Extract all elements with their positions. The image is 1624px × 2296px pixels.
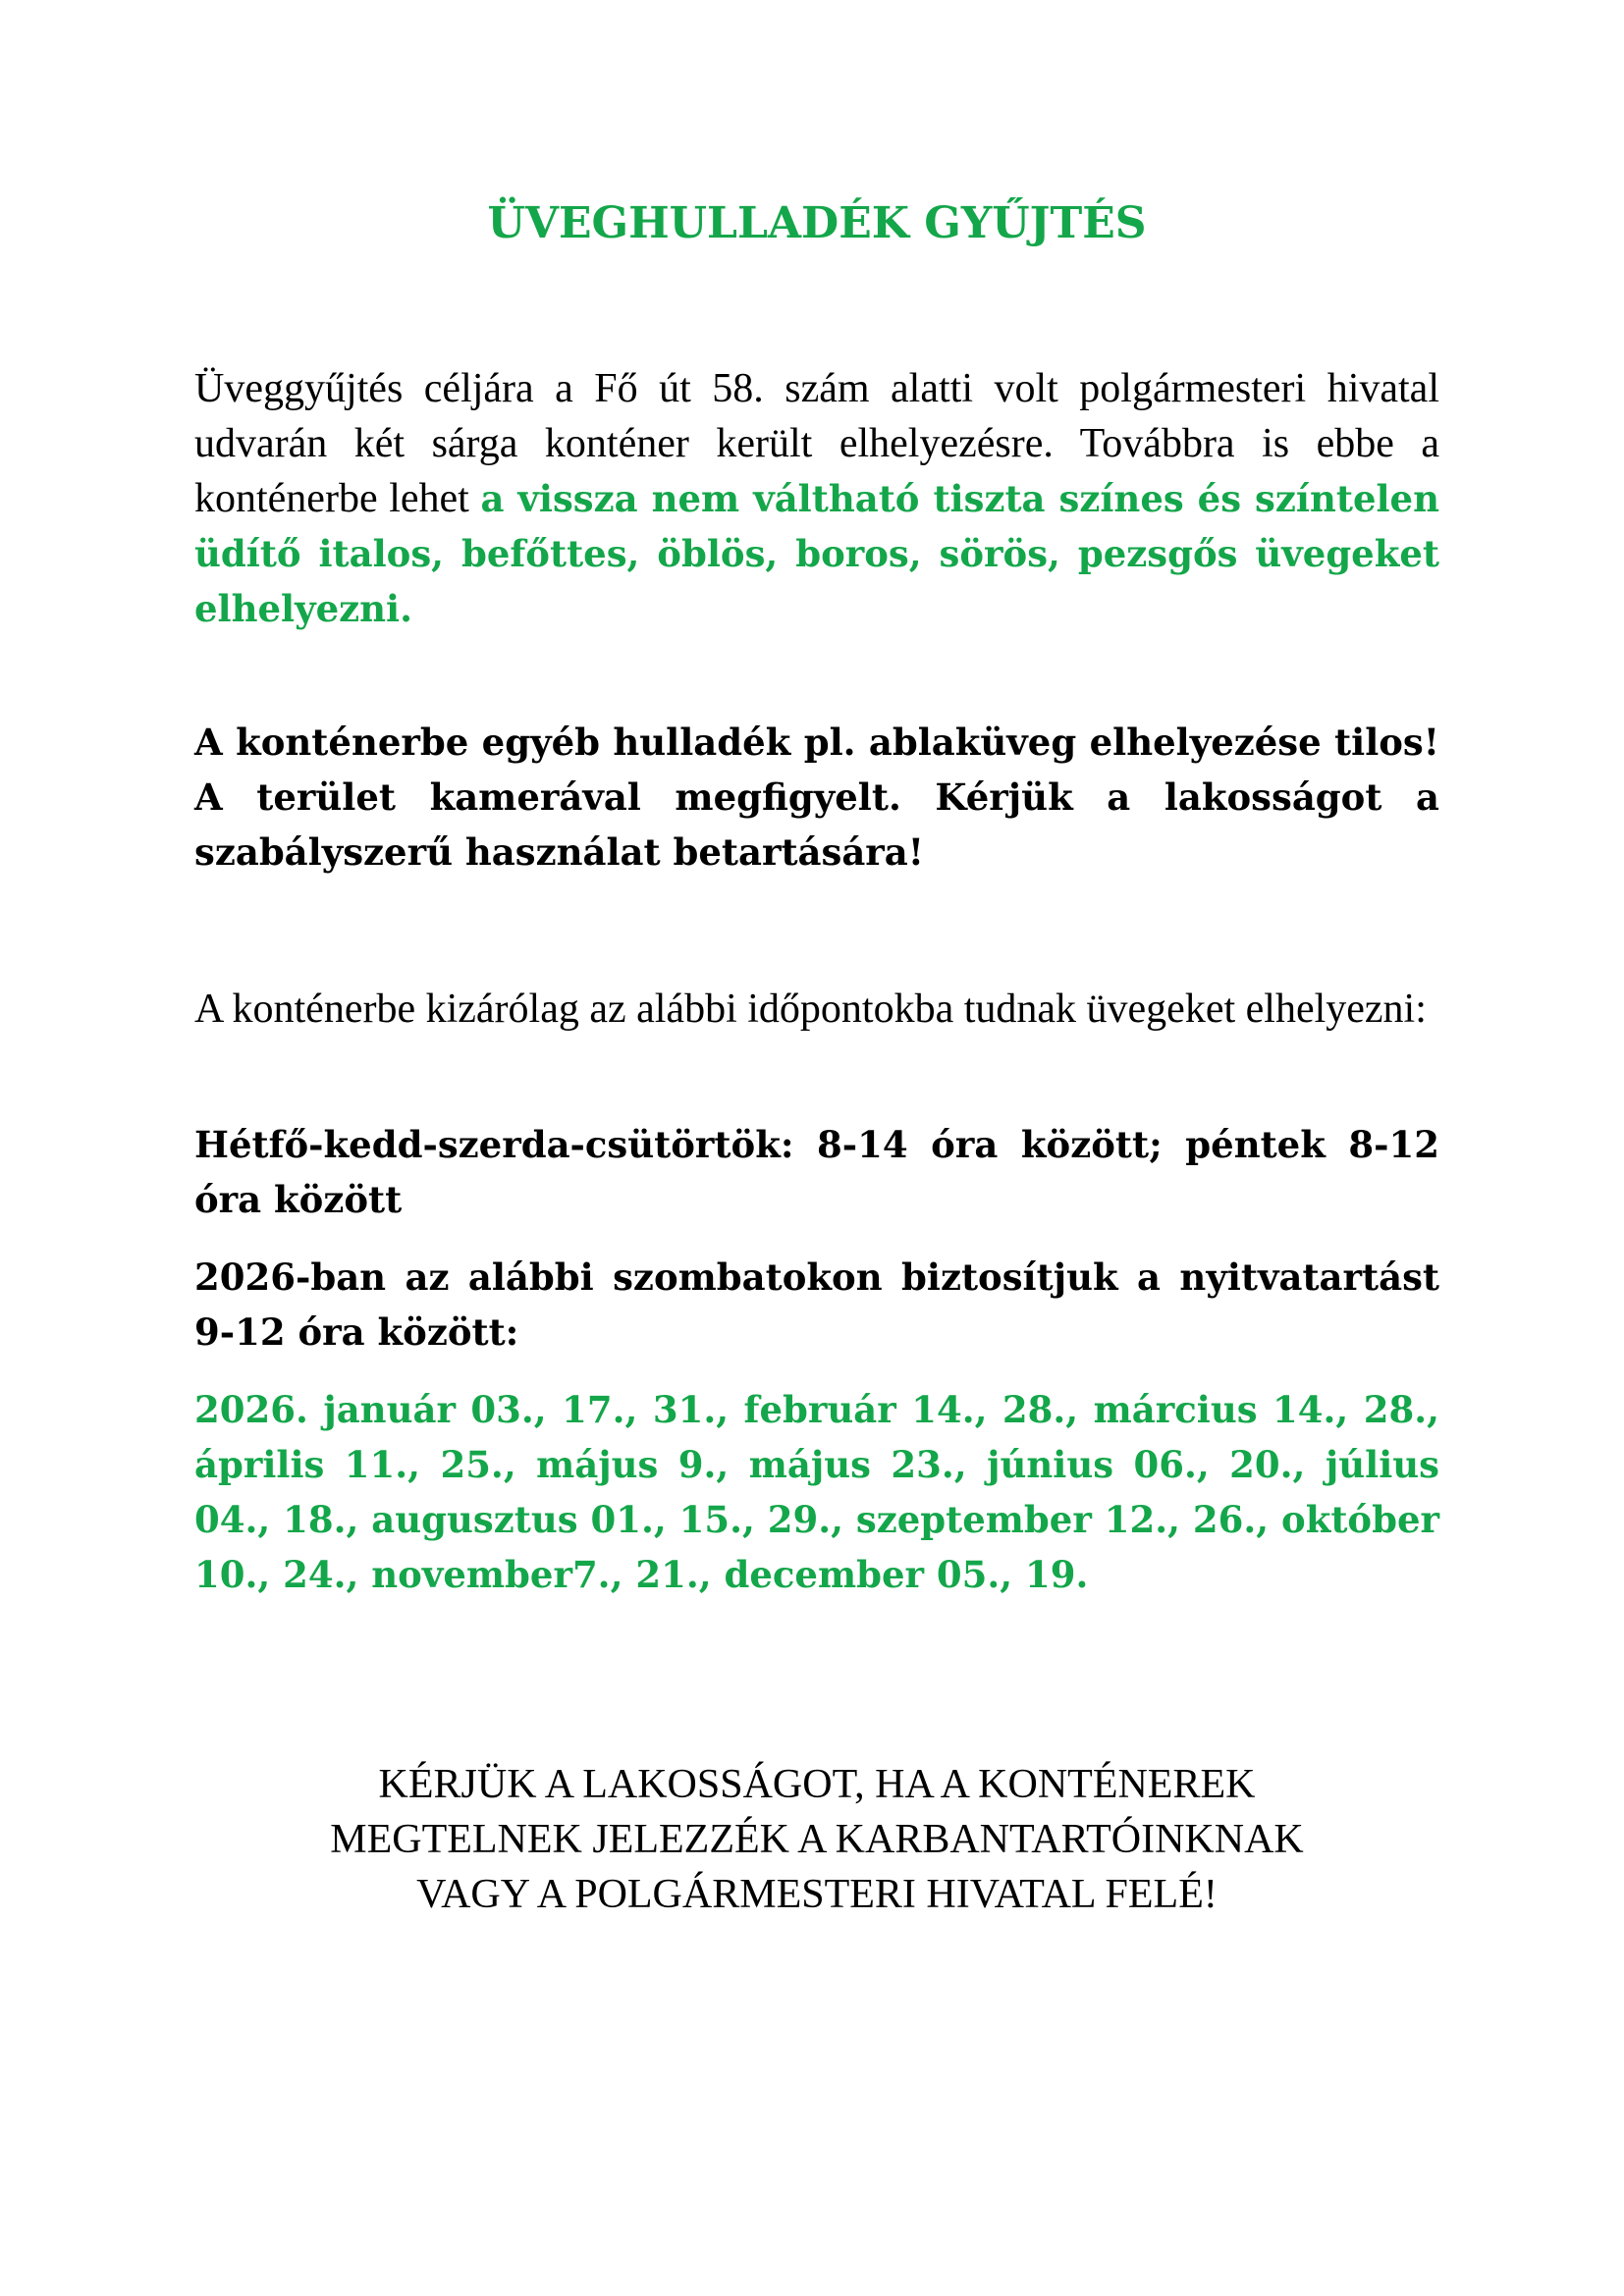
intro-highlight: a vissza nem váltható tiszta színes és színtelen üdítő italos, befőttes, öblös, boros, sörös, pezsgős üvegeket elhelyezni. [194,477,1439,630]
closing-line-1: KÉRJÜK A LAKOSSÁGOT, HA A KONTÉNEREK [378,1762,1256,1807]
intro-paragraph [194,361,1439,636]
page-title: ÜVEGHULLADÉK GYŰJTÉS [487,198,1147,248]
weekday-hours-paragraph: Hétfő-kedd-szerda-csütörtök: 8-14 óra között; péntek 8-12 óra között [194,1123,1439,1221]
closing-line-2: MEGTELNEK JELEZZÉK A KARBANTARTÓINKNAK [330,1817,1304,1862]
schedule-intro-paragraph: A konténerbe kizárólag az alábbi időpontokba tudnak üvegeket elhelyezni: [194,987,1427,1032]
closing-notice [194,1757,1439,1922]
warning-paragraph: A konténerbe egyéb hulladék pl. ablaküveg elhelyezése tilos! A terület kamerával megfigyelt. Kérjük a lakosságot a szabályszerű használat betartására! [194,721,1439,874]
saturday-intro-paragraph: 2026-ban az alábbi szombatokon biztosítjuk a nyitvatartást 9-12 óra között: [194,1255,1439,1354]
saturday-dates-paragraph: 2026. január 03., 17., 31., február 14., 28., március 14., 28., április 11., 25., május 9., május 23., június 06., 20., július 04., 18., augusztus 01., 15., 29., szeptember 12., 26., október 10., 24., november7., 21., december 05., 19. [194,1388,1439,1596]
intro-text: Üveggyűjtés céljára a Fő út 58. szám alatti volt polgármesteri hivatal udvarán két sárga konténer került elhelyezésre. Továbbra is ebbe a konténerbe lehet [194,366,1439,521]
closing-line-3: VAGY A POLGÁRMESTERI HIVATAL FELÉ! [416,1872,1218,1917]
